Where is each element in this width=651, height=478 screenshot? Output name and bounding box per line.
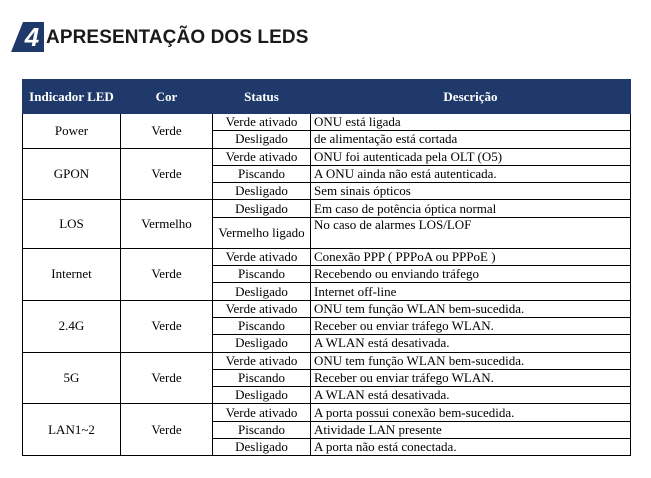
indicator-cell: LOS (23, 200, 121, 248)
color-cell: Verde (121, 114, 213, 149)
indicator-cell: 2.4G (23, 300, 121, 352)
table-row (23, 300, 631, 317)
description-cell: A WLAN está desativada. (311, 387, 631, 404)
section-number-badge (8, 16, 44, 52)
status-cell: Desligado (213, 283, 311, 300)
status-cell: Verde ativado (213, 352, 311, 369)
status-cell: Desligado (213, 439, 311, 456)
table-row (23, 248, 631, 265)
section-heading (8, 14, 309, 54)
section-number: 4 (24, 22, 40, 52)
indicator-cell: Power (23, 114, 121, 149)
description-cell: Internet off-line (311, 283, 631, 300)
status-cell: Piscando (213, 421, 311, 438)
status-cell: Verde ativado (213, 248, 311, 265)
status-cell: Piscando (213, 266, 311, 283)
color-cell: Vermelho (121, 200, 213, 248)
table-header-row (23, 80, 631, 114)
table-row (23, 148, 631, 165)
color-cell: Verde (121, 352, 213, 404)
status-cell: Desligado (213, 183, 311, 200)
color-cell: Verde (121, 148, 213, 200)
status-cell: Desligado (213, 131, 311, 148)
header-status: Status (213, 80, 311, 114)
color-cell: Verde (121, 404, 213, 456)
description-cell: Sem sinais ópticos (311, 183, 631, 200)
table-row (23, 404, 631, 421)
indicator-cell: GPON (23, 148, 121, 200)
status-cell: Piscando (213, 165, 311, 182)
table-row (23, 200, 631, 217)
status-cell: Verde ativado (213, 114, 311, 131)
status-cell: Verde ativado (213, 148, 311, 165)
color-cell: Verde (121, 248, 213, 300)
led-table (22, 79, 631, 456)
section-number-icon (8, 16, 44, 52)
status-cell: Desligado (213, 335, 311, 352)
description-cell: Receber ou enviar tráfego WLAN. (311, 369, 631, 386)
status-cell: Desligado (213, 200, 311, 217)
description-cell: ONU tem função WLAN bem-sucedida. (311, 300, 631, 317)
description-cell: ONU está ligada (311, 114, 631, 131)
description-cell: Atividade LAN presente (311, 421, 631, 438)
description-cell: Conexão PPP ( PPPoA ou PPPoE ) (311, 248, 631, 265)
indicator-cell: Internet (23, 248, 121, 300)
status-cell: Verde ativado (213, 404, 311, 421)
table-row (23, 114, 631, 131)
page-title: APRESENTAÇÃO DOS LEDS (46, 27, 309, 48)
status-cell: Desligado (213, 387, 311, 404)
header-color: Cor (121, 80, 213, 114)
description-cell: ONU foi autenticada pela OLT (O5) (311, 148, 631, 165)
indicator-cell: LAN1~2 (23, 404, 121, 456)
table-body (23, 114, 631, 456)
description-cell: A porta não está conectada. (311, 439, 631, 456)
status-cell: Verde ativado (213, 300, 311, 317)
description-cell: Recebendo ou enviando tráfego (311, 266, 631, 283)
description-cell: ONU tem função WLAN bem-sucedida. (311, 352, 631, 369)
description-cell: A porta possui conexão bem-sucedida. (311, 404, 631, 421)
indicator-cell: 5G (23, 352, 121, 404)
header-indicator: Indicador LED (23, 80, 121, 114)
description-cell: No caso de alarmes LOS/LOF (311, 217, 631, 248)
description-cell: A WLAN está desativada. (311, 335, 631, 352)
status-cell: Piscando (213, 369, 311, 386)
table-row (23, 352, 631, 369)
status-cell: Vermelho ligado (213, 217, 311, 248)
description-cell: Receber ou enviar tráfego WLAN. (311, 317, 631, 334)
description-cell: A ONU ainda não está autenticada. (311, 165, 631, 182)
color-cell: Verde (121, 300, 213, 352)
description-cell: de alimentação está cortada (311, 131, 631, 148)
description-cell: Em caso de potência óptica normal (311, 200, 631, 217)
header-description: Descrição (311, 80, 631, 114)
status-cell: Piscando (213, 317, 311, 334)
